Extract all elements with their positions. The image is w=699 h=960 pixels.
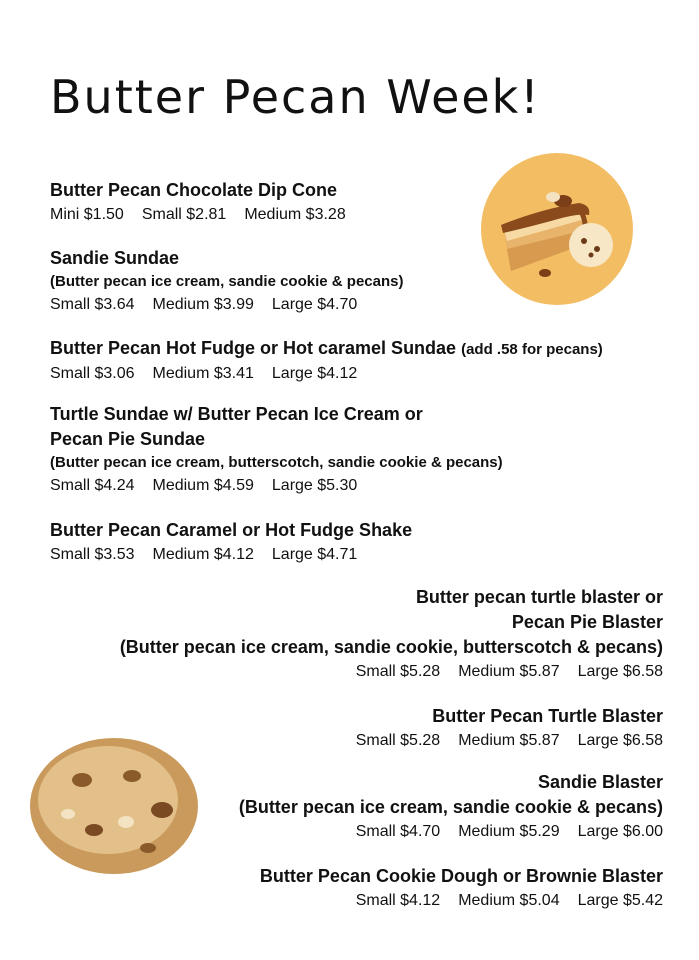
item-prices (239, 820, 663, 844)
price-medium: Medium $5.04 (458, 892, 560, 909)
price-large: Large $5.30 (271, 477, 358, 494)
price-small: Small $3.06 (50, 365, 135, 382)
price-large: Large $6.58 (577, 663, 663, 680)
price-medium: Medium $5.29 (458, 823, 560, 840)
pecan-pie-icon (481, 153, 633, 305)
price-small: Small $2.81 (141, 206, 227, 223)
price-large: Large $4.12 (271, 365, 358, 382)
price-small: Small $4.70 (355, 823, 441, 840)
cookie-icon (22, 730, 207, 880)
price-small: Small $4.24 (50, 477, 135, 494)
menu-item-turtle-sundae (50, 402, 503, 498)
page-title: Butter Pecan Week! (50, 70, 541, 124)
item-name: Butter Pecan Turtle Blaster (432, 706, 663, 726)
item-prices (50, 293, 403, 317)
menu-item-turtle-blaster-or-pie-blaster (120, 585, 663, 684)
item-prices (50, 362, 603, 386)
item-prices (338, 729, 663, 753)
item-prices (50, 543, 412, 567)
item-description: (Butter pecan ice cream, sandie cookie & pecans) (238, 797, 663, 817)
price-medium: Medium $3.99 (152, 296, 254, 313)
price-small: Small $5.28 (355, 663, 441, 680)
price-medium: Medium $3.28 (244, 206, 346, 223)
price-large: Large $6.58 (577, 732, 663, 749)
price-small: Small $5.28 (355, 732, 441, 749)
item-prices (260, 889, 663, 913)
price-small: Small $4.12 (355, 892, 441, 909)
item-prices (120, 660, 663, 684)
item-note: (add .58 for pecans) (461, 341, 603, 358)
cookie-illustration (22, 730, 207, 880)
menu-item-sandie-sundae (50, 246, 403, 317)
item-name-text: Butter Pecan Hot Fudge or Hot caramel Sundae (50, 338, 457, 358)
price-mini: Mini $1.50 (50, 206, 124, 223)
price-medium: Medium $5.87 (458, 663, 560, 680)
menu-item-hot-fudge-sundae (50, 336, 603, 386)
price-medium: Medium $4.12 (152, 546, 254, 563)
price-large: Large $6.00 (577, 823, 663, 840)
pecan-pie-illustration (481, 153, 633, 305)
item-name: Sandie Blaster (537, 772, 663, 792)
menu-item-turtle-blaster (338, 704, 663, 753)
item-name: Butter Pecan Caramel or Hot Fudge Shake (50, 520, 413, 540)
item-description: (Butter pecan ice cream, sandie cookie & pecans) (50, 273, 404, 290)
item-name: Sandie Sundae (50, 248, 180, 268)
item-prices (50, 474, 503, 498)
item-prices (50, 203, 364, 227)
menu-item-sandie-blaster (239, 770, 663, 844)
item-name-line2: Pecan Pie Blaster (511, 612, 663, 632)
item-name-line2: Pecan Pie Sundae (50, 429, 206, 449)
menu-item-cookie-dough-blaster (260, 864, 663, 913)
item-name: Butter Pecan Cookie Dough or Brownie Blaster (259, 866, 663, 886)
item-name-line1: Turtle Sundae w/ Butter Pecan Ice Cream or (50, 404, 423, 424)
item-description: (Butter pecan ice cream, butterscotch, sandie cookie & pecans) (50, 454, 503, 471)
price-medium: Medium $4.59 (152, 477, 254, 494)
price-small: Small $3.53 (50, 546, 135, 563)
price-medium: Medium $5.87 (458, 732, 560, 749)
item-description: (Butter pecan ice cream, sandie cookie, butterscotch & pecans) (119, 637, 663, 657)
menu-item-shake (50, 518, 412, 567)
price-small: Small $3.64 (50, 296, 135, 313)
price-large: Large $5.42 (577, 892, 663, 909)
item-name (50, 336, 603, 362)
price-large: Large $4.71 (271, 546, 358, 563)
item-name: Butter Pecan Chocolate Dip Cone (50, 180, 338, 200)
price-medium: Medium $3.41 (152, 365, 254, 382)
item-name-line1: Butter pecan turtle blaster or (415, 587, 663, 607)
menu-item-chocolate-dip-cone (50, 178, 364, 227)
price-large: Large $4.70 (271, 296, 358, 313)
